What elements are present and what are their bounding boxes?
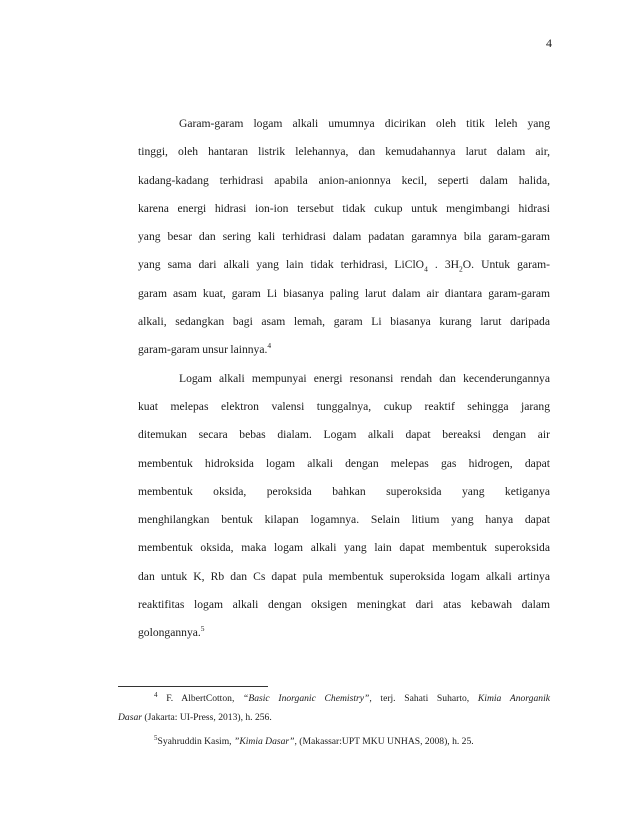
subscript: 2 bbox=[459, 264, 463, 274]
paragraph-line: ditemukan secara bebas dialam. Logam alkali dapat bereaksi dengan air bbox=[138, 428, 550, 442]
page-number: 4 bbox=[546, 36, 552, 50]
footnote-4-line1 bbox=[118, 690, 550, 709]
footnote-4-line2 bbox=[118, 709, 550, 728]
paragraph-line: Logam alkali mempunyai energi resonansi rendah dan kecenderungannya bbox=[179, 371, 550, 385]
formula-text: . 3H bbox=[427, 258, 460, 272]
formula-text: O. Untuk garam- bbox=[462, 258, 550, 272]
body-text bbox=[138, 110, 550, 648]
footnote-divider bbox=[118, 686, 268, 687]
paragraph-line: tinggi, oleh hantaran listrik lelehannya, dan kemudahannya larut dalam air, bbox=[138, 145, 550, 159]
footnote-text: , (Makassar:UPT MKU UNHAS, 2008), h. 25. bbox=[294, 736, 474, 747]
paragraph-line: Garam-garam logam alkali umumnya dicirikan oleh titik leleh yang bbox=[179, 117, 550, 130]
paragraph-line: membentuk hidroksida logam alkali dengan melepas gas hidrogen, dapat bbox=[138, 456, 550, 470]
paragraph-line: dan untuk K, Rb dan Cs dapat pula membentuk superoksida logam alkali artinya bbox=[138, 569, 550, 583]
footnote-number: 4 bbox=[154, 690, 158, 699]
paragraph-line: karena energi hidrasi ion-ion tersebut tidak cukup untuk mengimbangi hidrasi bbox=[138, 201, 550, 215]
footnote-title: Dasar bbox=[118, 711, 142, 723]
paragraph-line: membentuk oksida, maka logam alkali yang lain dapat membentuk superoksida bbox=[138, 541, 550, 555]
footnote-title: ”Kimia Dasar” bbox=[233, 736, 295, 747]
formula-text: yang sama dari alkali yang lain tidak terhidrasi, LiClO bbox=[138, 258, 425, 272]
paragraph-line: kadang-kadang terhidrasi apabila anion-anionnya kecil, seperti dalam halida, bbox=[138, 173, 550, 187]
paragraph-line: garam asam kuat, garam Li biasanya paling larut dalam air diantara garam-garam bbox=[138, 286, 550, 300]
paragraph-line: yang besar dan sering kali terhidrasi dalam padatan garamnya bila garam-garam bbox=[138, 230, 550, 244]
paragraph-text: golongannya. bbox=[138, 626, 201, 640]
paragraph-line: alkali, sedangkan bagi asam lemah, garam Li biasanya kurang larut daripada bbox=[138, 315, 550, 329]
footnote-text: , terj. Sahati Suharto, bbox=[369, 693, 478, 704]
footnotes bbox=[118, 690, 550, 752]
paragraph-text: garam-garam unsur lainnya. bbox=[138, 343, 268, 357]
footnote-ref: 5 bbox=[200, 624, 205, 634]
paragraph-line: reaktifitas logam alkali dengan oksigen meningkat dari atas kebawah dalam bbox=[138, 598, 550, 612]
footnote-title: “Basic Inorganic Chemistry” bbox=[243, 693, 370, 704]
paragraph-last-line bbox=[138, 619, 550, 647]
paragraph-line: membentuk oksida, peroksida bahkan superoksida yang ketiganya bbox=[138, 484, 550, 498]
footnote-ref: 4 bbox=[267, 341, 272, 351]
paragraph-line: kuat melepas elektron valensi tunggalnya, cukup reaktif sehingga jarang bbox=[138, 399, 550, 413]
footnote-number: 5 bbox=[154, 733, 158, 742]
formula-line bbox=[138, 251, 550, 279]
paragraph-line: menghilangkan bentuk kilapan logamnya. Selain litium yang hanya dapat bbox=[138, 513, 550, 527]
footnote-text: (Jakarta: UI-Press, 2013), h. 256. bbox=[142, 711, 272, 723]
paragraph-last-line bbox=[138, 336, 550, 364]
footnote-author: F. AlbertCotton, bbox=[157, 693, 244, 704]
subscript: 4 bbox=[424, 264, 428, 274]
footnote-5 bbox=[118, 733, 550, 752]
footnote-title: Kimia Anorganik bbox=[477, 693, 550, 704]
footnote-author: Syahruddin Kasim, bbox=[157, 736, 234, 747]
